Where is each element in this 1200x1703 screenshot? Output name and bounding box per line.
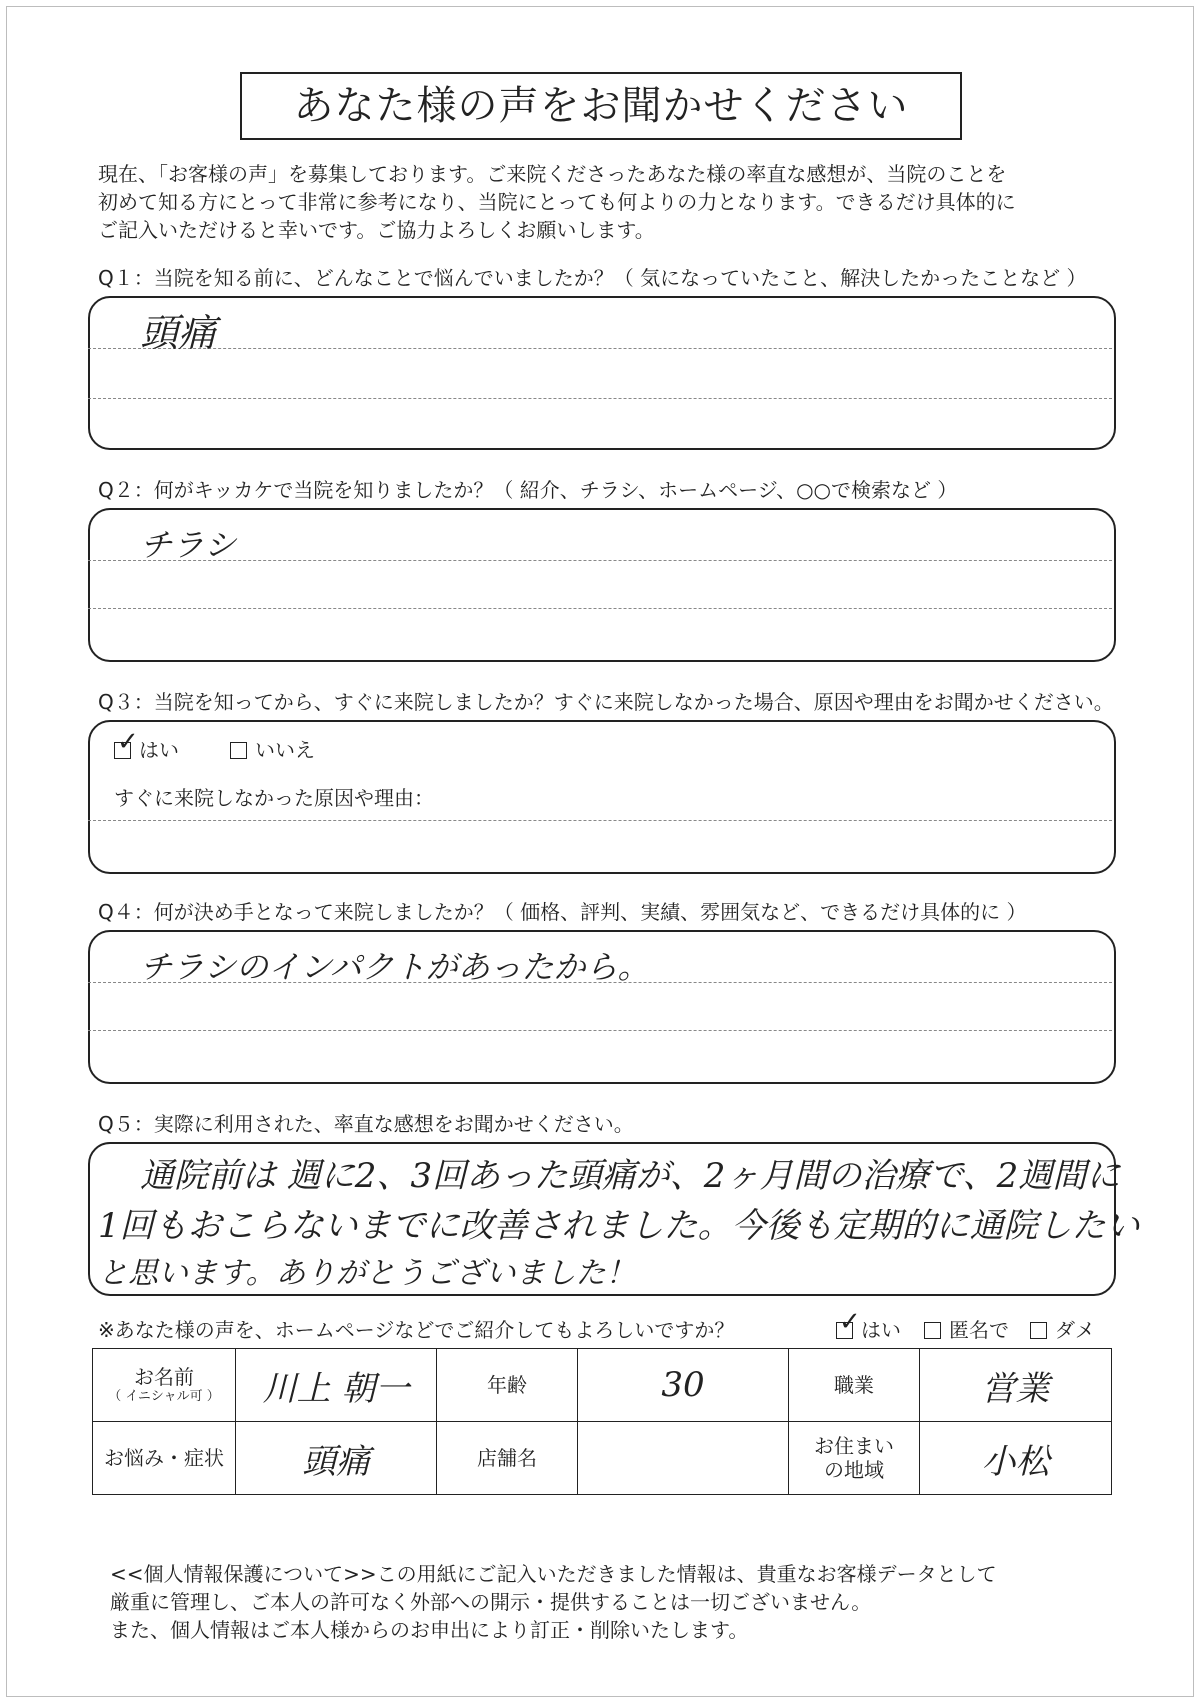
intro-line: 初めて知る方にとって非常に参考になり、当院にとっても何よりの力となります。できるだけ具体的に: [98, 190, 1016, 214]
form-title: あなた様の声をお聞かせください: [240, 72, 962, 140]
customer-info-table: [92, 1348, 1112, 1495]
privacy-notice: [110, 1560, 1110, 1644]
q1-question: Q１：当院を知る前に、どんなことで悩んでいましたか？（ 気になっていたこと、解決したかったことなど ）: [98, 266, 1087, 290]
q5-question: Q５：実際に利用された、率直な感想をお聞かせください。: [98, 1112, 634, 1136]
consent-no-label: ダメ: [1055, 1318, 1095, 1342]
consent-question: ※あなた様の声を、ホームページなどでご紹介してもよろしいですか？: [98, 1318, 735, 1342]
consent-yes-label: はい: [861, 1318, 901, 1342]
q3-no-checkbox[interactable]: [230, 742, 247, 759]
q2-rule-2: [88, 608, 1112, 609]
consent-anon-option[interactable]: [924, 1318, 1009, 1342]
store-label: 店舗名: [437, 1422, 578, 1495]
name-sub-label: （ イニシャル可 ）: [108, 1389, 220, 1404]
q3-no-option[interactable]: [230, 738, 315, 762]
q5-answer-line: 通院前は 週に2、3回あった頭痛が、2ヶ月間の治療で、2週間に: [140, 1156, 1121, 1196]
q2-question: Q２：何がキッカケで当院を知りましたか？（ 紹介、チラシ、ホームページ、○○で検索など ）: [98, 478, 958, 502]
consent-no-option[interactable]: [1030, 1318, 1095, 1342]
job-label: 職業: [789, 1349, 920, 1422]
privacy-line: 厳重に管理し、ご本人の許可なく外部への開示・提供することは一切ございません。: [110, 1590, 872, 1614]
intro-line: 現在、「お客様の声」を募集しております。ご来院くださったあなた様の率直な感想が、当院のことを: [98, 162, 1007, 186]
q4-question: Q４：何が決め手となって来院しましたか？（ 価格、評判、実績、雰囲気など、できるだけ具体的に ）: [98, 900, 1027, 924]
consent-yes-option[interactable]: [836, 1307, 901, 1342]
area-value[interactable]: 小松: [920, 1422, 1112, 1495]
intro-line: ご記入いただけると幸いです。ご協力よろしくお願いします。: [98, 218, 655, 242]
q5-answer-line: 1回もおこらないまでに改善されました。今後も定期的に通院したい: [98, 1206, 1140, 1246]
checkmark-icon: ✓: [117, 727, 139, 757]
consent-anon-checkbox[interactable]: [924, 1322, 941, 1339]
q4-rule-2: [88, 1030, 1112, 1031]
q3-yes-checkbox[interactable]: [114, 727, 139, 759]
consent-no-checkbox[interactable]: [1030, 1322, 1047, 1339]
q3-question: Q３：当院を知ってから、すぐに来院しましたか？すぐに来院しなかった場合、原因や理由をお聞かせください。: [98, 690, 1114, 714]
q5-answer-line: と思います。ありがとうございました！: [98, 1256, 636, 1291]
name-value[interactable]: 川上 朝一: [236, 1349, 437, 1422]
q2-answer-box[interactable]: [88, 508, 1116, 662]
area-label-line: お住まい: [814, 1434, 894, 1458]
q3-yes-option[interactable]: [114, 727, 179, 762]
q2-rule-1: [88, 560, 1112, 561]
area-label-line: の地域: [824, 1458, 884, 1482]
store-value[interactable]: [578, 1422, 789, 1495]
consent-anon-label: 匿名で: [949, 1318, 1009, 1342]
privacy-line: また、個人情報はご本人様からのお申出により訂正・削除いたします。: [110, 1618, 749, 1642]
consent-yes-checkbox[interactable]: [836, 1307, 861, 1339]
q3-reason-label: すぐに来院しなかった原因や理由：: [114, 786, 434, 810]
q3-yes-label: はい: [139, 738, 179, 762]
age-value[interactable]: 30: [578, 1349, 789, 1422]
job-value[interactable]: 営業: [920, 1349, 1112, 1422]
q1-answer-box[interactable]: [88, 296, 1116, 450]
age-label: 年齢: [437, 1349, 578, 1422]
name-label: お名前: [134, 1365, 194, 1389]
area-label-cell: [789, 1422, 920, 1495]
checkmark-icon: ✓: [839, 1307, 861, 1337]
q1-rule-2: [88, 398, 1112, 399]
q2-answer: チラシ: [140, 526, 237, 564]
q1-rule-1: [88, 348, 1112, 349]
symptom-value[interactable]: 頭痛: [236, 1422, 437, 1495]
symptom-label: お悩み・症状: [93, 1422, 236, 1495]
q4-answer: チラシのインパクトがあったから。: [140, 948, 650, 986]
q1-answer: 頭痛: [140, 311, 217, 355]
intro-text: [98, 160, 1098, 244]
name-label-cell: [93, 1349, 236, 1422]
q3-no-label: いいえ: [255, 738, 315, 762]
q3-rule-1: [88, 820, 1112, 821]
privacy-line: <<個人情報保護について>>この用紙にご記入いただきました情報は、貴重なお客様データとして: [110, 1562, 997, 1586]
